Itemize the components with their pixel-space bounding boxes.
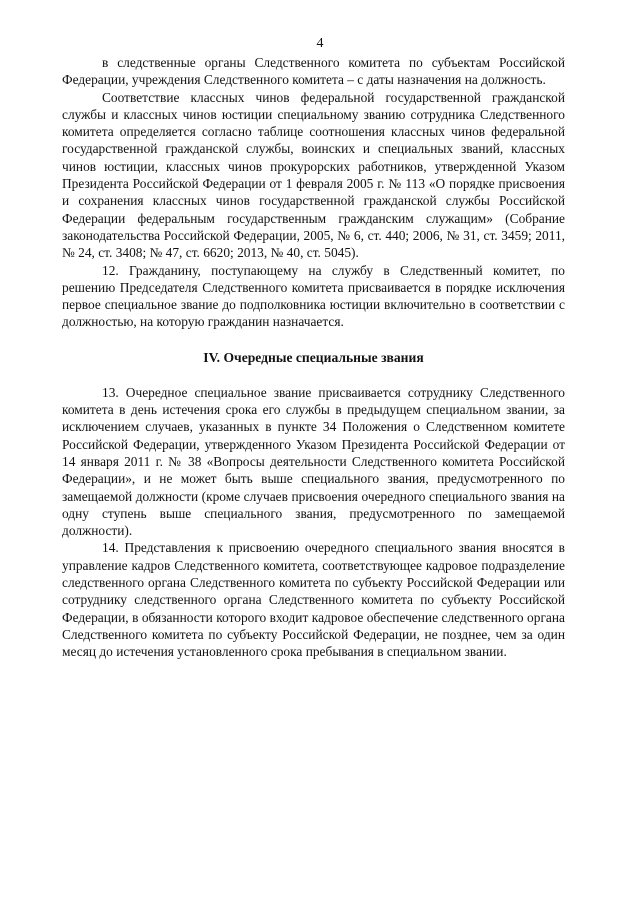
document-body: [62, 54, 565, 661]
paragraph-13: 13. Очередное специальное звание присваивается сотруднику Следственного комитета в день истечения срока его службы в предыдущем специальном звании, за исключением случаев, указанных в пункте 34 Положения о Следственном комитете Российской Федерации, утвержденного Указом Президента Российской Федерации от 14 января 2011 г. № 38 «Вопросы деятельности Следственного комитета Российской Федерации», и не может быть выше специального звания, предусмотренного по замещаемой должности (кроме случаев присвоения очередного специального звания на одну ступень выше специального звания, предусмотренного по замещаемой должности).: [62, 384, 565, 539]
paragraph-12: 12. Гражданину, поступающему на службу в Следственный комитет, по решению Председателя Следственного комитета присваивается в порядке исключения первое специальное звание до подполковника юстиции включительно в соответствии с должностью, на которую гражданин назначается.: [62, 262, 565, 330]
section-heading: IV. Очередные специальные звания: [203, 349, 424, 365]
paragraph-class-ranks-correspondence: Соответствие классных чинов федеральной государственной гражданской службы и классных чинов юстиции специальному званию сотрудника Следственного комитета определяется согласно таблице соотношения классных чинов федеральной государственной гражданской службы, воинских и специальных званий, классных чинов юстиции, классных чинов прокурорских работников, утвержденной Указом Президента Российской Федерации от 1 февраля 2005 г. № 113 «О порядке присвоения и сохранения классных чинов государственной гражданской службы Российской Федерации федеральным государственным гражданским служащим» (Собрание законодательства Российской Федерации, 2005, № 6, ст. 440; 2006, № 31, ст. 3459; 2011, № 24, ст. 3408; № 47, ст. 6620; 2013, № 40, ст. 5045).: [62, 89, 565, 261]
page-number: 4: [316, 36, 324, 51]
paragraph-continuation: в следственные органы Следственного комитета по субъектам Российской Федерации, учреждения Следственного комитета – с даты назначения на должность.: [62, 55, 565, 88]
paragraph-14: 14. Представления к присвоению очередного специального звания вносятся в управление кадров Следственного комитета, соответствующее кадровое подразделение следственного органа Следственного комитета по субъекту Российской Федерации или сотруднику следственного органа Следственного комитета по субъекту Российской Федерации, в обязанности которого входит кадровое обеспечение следственного органа Следственного комитета по субъекту Российской Федерации, не позднее, чем за один месяц до истечения установленного срока пребывания в специальном звании.: [62, 540, 565, 660]
